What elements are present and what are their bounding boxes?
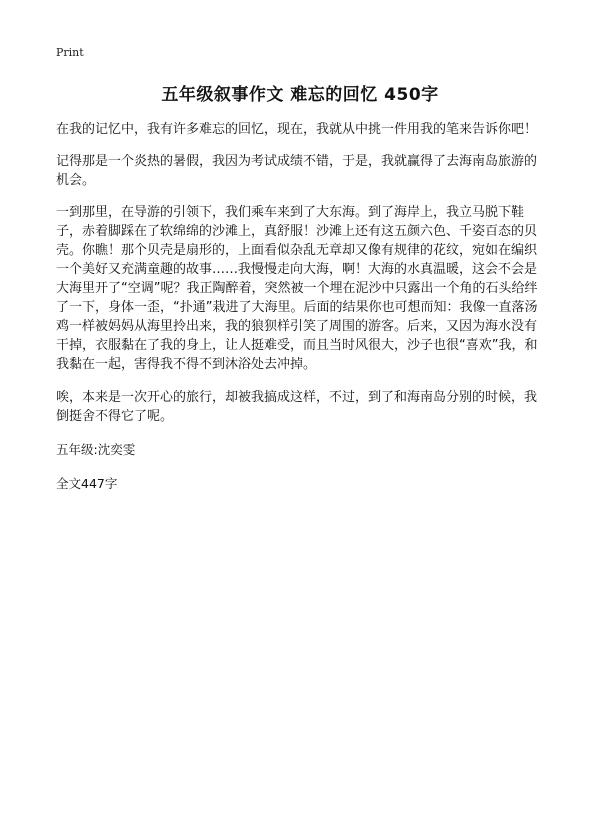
article-paragraph: 唉，本来是一次开心的旅行，却被我搞成这样，不过，到了和海南岛分别的时候，我倒挺舍不得它了呢。 (56, 390, 538, 424)
article-body (56, 120, 548, 493)
article-paragraph: 在我的记忆中，我有许多难忘的回忆，现在，我就从中挑一件用我的笔来告诉你吧！ (56, 122, 538, 137)
article-title: 五年级叙事作文 难忘的回忆 450字 (161, 85, 439, 105)
word-count: 全文447字 (56, 476, 118, 491)
print-link[interactable]: Print (56, 46, 84, 59)
article-author: 五年级:沈奕雯 (56, 442, 136, 457)
article-paragraph: 记得那是一个炎热的暑假，我因为考试成绩不错，于是，我就赢得了去海南岛旅游的机会。 (56, 154, 538, 188)
article-paragraph: 一到那里，在导游的引领下，我们乘车来到了大东海。到了海岸上，我立马脱下鞋子，赤着脚踩在了软绵绵的沙滩上，真舒服！沙滩上还有这五颜六色、千姿百态的贝壳。你瞧！那个贝壳是扇形的，上面看似杂乱无章却又像有规律的花纹，宛如在编织一个美好又充满童趣的故事……我慢慢走向大海，啊！大海的水真温暖，这会不会是大海里开了“空调”呢？我正陶醉着，突然被一个埋在泥沙中只露出一个角的石头给绊了一下，身体一歪，“扑通”栽进了大海里。后面的结果你也可想而知：我像一直落汤鸡一样被妈妈从海里拎出来，我的狼狈样引笑了周围的游客。后来，又因为海水没有干掉，衣服黏在了我的身上，让人挺难受，而且当时风很大，沙子也很“喜欢”我，和我黏在一起，害得我不得不到沐浴处去冲掉。 (56, 205, 538, 372)
